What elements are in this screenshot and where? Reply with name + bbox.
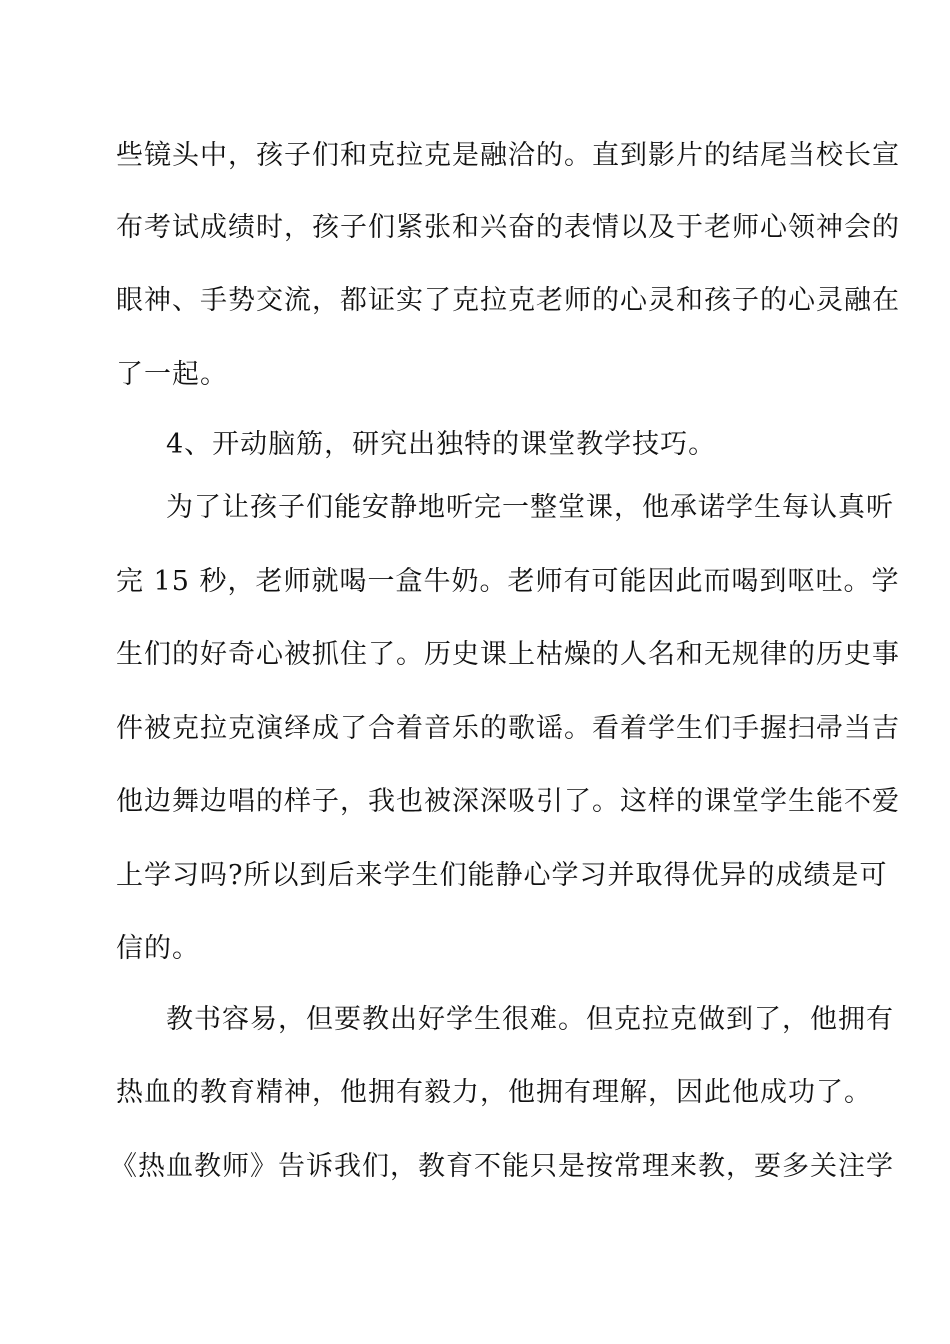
text-line-2: 布考试成绩时，孩子们紧张和兴奋的表情以及于老师心领神会的	[116, 212, 900, 243]
text-line-9: 件被克拉克演绎成了合着音乐的歌谣。看着学生们手握扫帚当吉	[116, 713, 900, 744]
text-line-4: 了一起。	[116, 359, 228, 390]
text-line-7: 完 15 秒，老师就喝一盒牛奶。老师有可能因此而喝到呕吐。学	[116, 566, 900, 597]
section-heading: 4、开动脑筋，研究出独特的课堂教学技巧。	[166, 429, 717, 460]
text-line-8: 生们的好奇心被抓住了。历史课上枯燥的人名和无规律的历史事	[116, 639, 900, 670]
text-line-1: 些镜头中，孩子们和克拉克是融洽的。直到影片的结尾当校长宣	[116, 140, 900, 171]
text-line-13: 教书容易，但要教出好学生很难。但克拉克做到了，他拥有	[166, 1004, 894, 1035]
text-line-12: 信的。	[116, 933, 200, 964]
text-line-14: 热血的教育精神，他拥有毅力，他拥有理解，因此他成功了。	[116, 1077, 872, 1108]
text-line-11: 上学习吗?所以到后来学生们能静心学习并取得优异的成绩是可	[116, 860, 888, 891]
text-line-15: 《热血教师》告诉我们，教育不能只是按常理来教，要多关注学	[110, 1151, 894, 1182]
text-line-6: 为了让孩子们能安静地听完一整堂课，他承诺学生每认真听	[166, 492, 894, 523]
text-line-10: 他边舞边唱的样子，我也被深深吸引了。这样的课堂学生能不爱	[116, 786, 900, 817]
text-line-3: 眼神、手势交流，都证实了克拉克老师的心灵和孩子的心灵融在	[116, 285, 900, 316]
